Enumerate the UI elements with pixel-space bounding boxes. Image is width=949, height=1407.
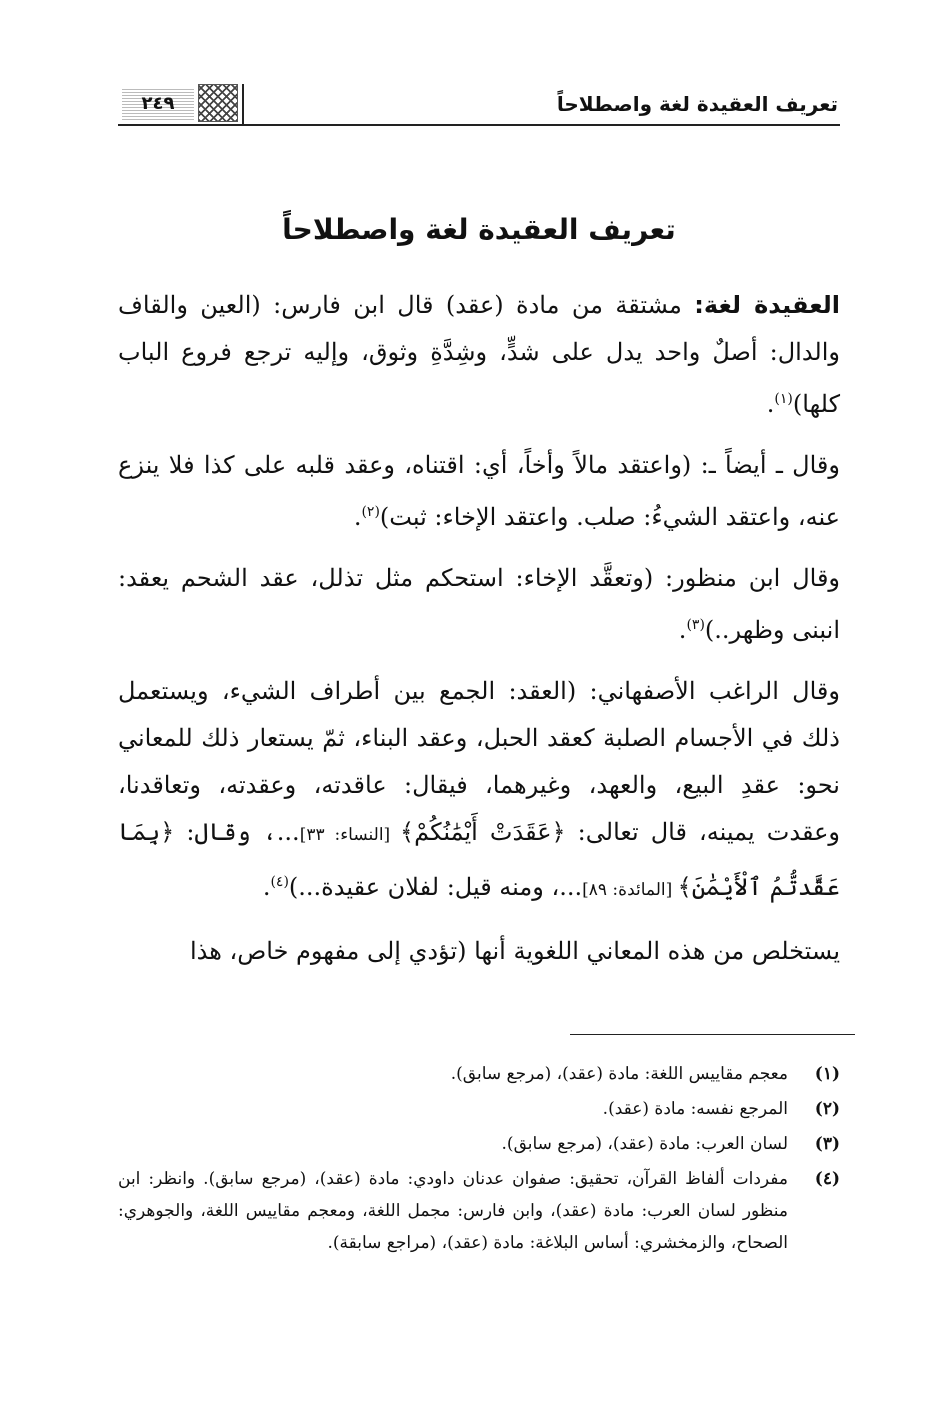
footnote-text: لسان العرب: مادة (عقد)، (مرجع سابق). xyxy=(501,1134,788,1154)
paragraph-lead: العقيدة لغة: xyxy=(694,291,841,319)
footnote-item xyxy=(118,1163,840,1259)
paragraph-end: . xyxy=(353,503,362,531)
footnote-text: المرجع نفسه: مادة (عقد). xyxy=(602,1099,788,1119)
footnote-number: (٣) xyxy=(814,1134,840,1154)
running-header xyxy=(118,84,840,126)
paragraph-4 xyxy=(118,668,840,914)
header-rule xyxy=(118,124,840,126)
paragraph-text: وقال ابن منظور: (وتعقَّد الإخاء: استحكم مثل تذلل، عقد الشحم يعقد: انبنى وظهر..) xyxy=(118,564,841,644)
quran-verse: ﴿بِمَا عَقَّدتُّمُ ٱلْأَيْمَٰنَ﴾ xyxy=(118,818,840,901)
paragraph-text: وقال ـ أيضاً ـ: (واعتقد مالاً وأخاً، أي: اقتناه، وعقد قلبه على كذا فلا ينزع عنه، واعتقد الشيءُ: صلب. واعتقد الإخاء: ثبت) xyxy=(118,451,840,531)
paragraph-end: . xyxy=(678,616,687,644)
main-text xyxy=(118,282,840,989)
paragraph-2 xyxy=(118,442,840,541)
paragraph-end: . xyxy=(766,390,775,418)
footnote-marker[interactable]: (٣) xyxy=(686,617,705,633)
header-divider xyxy=(242,84,244,124)
footnote-text: مفردات ألفاظ القرآن، تحقيق: صفوان عدنان داودي: مادة (عقد)، (مرجع سابق). وانظر: ابن منظور لسان العرب: مادة (عقد)، وابن فارس: مجمل اللغة، ومعجم مقاييس اللغة، والجوهري: الصحاح، والزمخشري: أساس البلاغة: مادة (عقد)، (مراجع سابقة). xyxy=(118,1169,788,1253)
footnote-number: (١) xyxy=(814,1064,840,1084)
footnote-item xyxy=(118,1058,840,1090)
footnote-item xyxy=(118,1128,840,1160)
footnote-number: (٢) xyxy=(814,1099,840,1119)
paragraph-5 xyxy=(118,928,840,975)
footnote-separator xyxy=(570,1034,855,1035)
paragraph-text: ...، وقال: xyxy=(174,818,300,846)
footnote-marker[interactable]: (٤) xyxy=(270,874,289,890)
footnote-number: (٤) xyxy=(814,1169,840,1189)
running-title: تعريف العقيدة لغة واصطلاحاً xyxy=(556,92,838,116)
footnote-marker[interactable]: (٢) xyxy=(361,504,380,520)
footnote-item xyxy=(118,1093,840,1125)
footnotes xyxy=(118,1058,840,1262)
paragraph-text: ...، ومنه قيل: لفلان عقيدة...) xyxy=(288,873,583,901)
paragraph-text: يستخلص من هذه المعاني اللغوية أنها (تؤدي إلى مفهوم خاص، هذا xyxy=(189,937,840,965)
paragraph-3 xyxy=(118,555,840,654)
page-number: ٢٤٩ xyxy=(122,88,194,120)
ornament-icon xyxy=(198,84,238,122)
verse-reference: [النساء: ٣٣] xyxy=(299,825,401,845)
footnote-marker[interactable]: (١) xyxy=(774,391,793,407)
verse-reference: [المائدة: ٨٩] xyxy=(582,880,678,900)
footnote-text: معجم مقاييس اللغة: مادة (عقد)، (مرجع سابق). xyxy=(450,1064,788,1084)
paragraph-text: وقال الراغب الأصفهاني: (العقد: الجمع بين أطراف الشيء، ويستعمل ذلك في الأجسام الصلبة كعقد الحبل، وعقد البناء، ثمّ يستعار ذلك للمعاني نحو: عقدِ البيع، والعهد، وغيرهما، فيقال: عاقدته، وعقدته، وتعاقدنا، وعقدت يمينه، قال تعالى: xyxy=(118,677,840,846)
paragraph-end: . xyxy=(262,873,271,901)
page-title: تعريف العقيدة لغة واصطلاحاً xyxy=(282,213,676,246)
paragraph-1 xyxy=(118,282,840,428)
paragraph-text: مشتقة من مادة (عقد) قال ابن فارس: (العين والقاف والدال: أصلٌ واحد يدل على شدٍّ، وشِدَّةِ وثوق، وإليه ترجع فروع الباب كلها) xyxy=(118,291,840,418)
quran-verse: ﴿عَقَدَتْ أَيْمَٰنُكُمْ﴾ xyxy=(400,818,566,846)
